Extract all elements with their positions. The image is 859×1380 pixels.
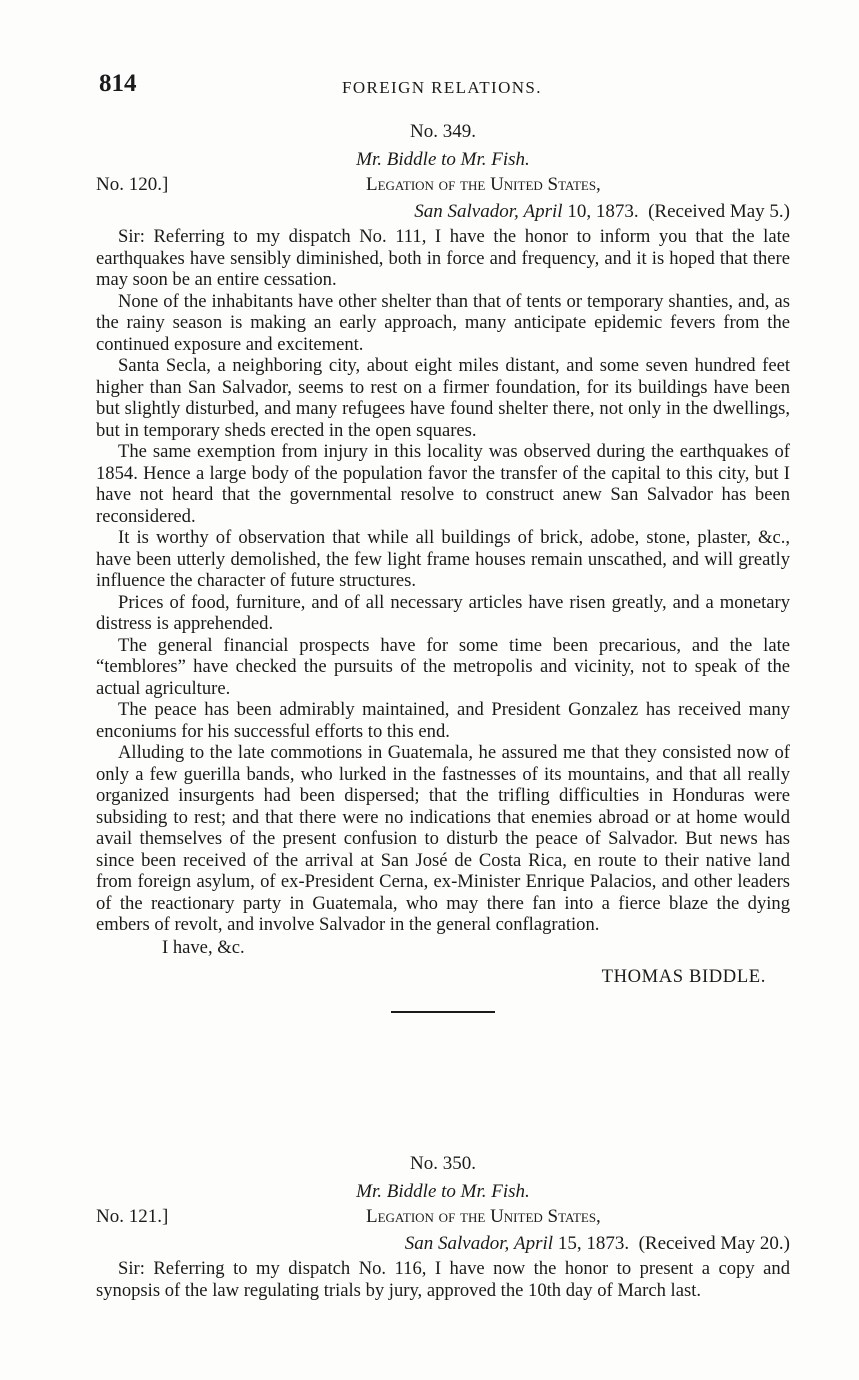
closing-line: I have, &c. bbox=[162, 936, 245, 958]
dispatch-number: No. 120.] bbox=[96, 174, 169, 195]
document-number: No. 350. bbox=[410, 1153, 476, 1174]
month: April bbox=[514, 1233, 554, 1254]
body-paragraph: The peace has been admirably maintained, and President Gonzalez has received many enconiums for his successful efforts to this end. bbox=[96, 699, 790, 742]
document-heading: Mr. Biddle to Mr. Fish. bbox=[356, 149, 530, 170]
body-paragraph: Santa Secla, a neighboring city, about eight miles distant, and some seven hundred feet higher than San Salvador, seems to rest on a firmer foundation, for its buildings have been but slightly disturbed, and many refugees have found shelter there, not only in the dwellings, but in temporary sheds erected in the open squares. bbox=[96, 355, 790, 441]
body-paragraph: None of the inhabitants have other shelter than that of tents or temporary shanties, and, as the rainy season is making an early approach, many anticipate epidemic fevers from the continued exposure and excitement. bbox=[96, 290, 790, 355]
received-date: (Received May 5.) bbox=[648, 201, 790, 222]
legation-line: Legation of the United States, bbox=[366, 174, 601, 195]
body-paragraph: Sir: Referring to my dispatch No. 111, I have the honor to inform you that the late earthquakes have sensibly diminished, both in force and frequency, and it is hoped that there may soon be an entire cessation. bbox=[96, 226, 790, 290]
dispatch-reference-line bbox=[96, 1206, 790, 1232]
place-date-line bbox=[96, 1232, 790, 1258]
running-head bbox=[99, 70, 819, 110]
signature: THOMAS BIDDLE. bbox=[601, 965, 766, 987]
place: San Salvador, bbox=[404, 1233, 510, 1254]
section-separator bbox=[391, 1011, 495, 1013]
date: 15, 1873. bbox=[557, 1233, 630, 1254]
dispatch-349 bbox=[96, 118, 790, 1021]
page-number: 814 bbox=[99, 70, 137, 97]
month: April bbox=[523, 201, 563, 222]
body-paragraph: The general financial prospects have for some time been precarious, and the late “temblores” have checked the pursuits of the metropolis and vicinity, not to speak of the actual agriculture. bbox=[96, 634, 790, 699]
body-paragraph: Prices of food, furniture, and of all necessary articles have risen greatly, and a monetary distress is apprehended. bbox=[96, 591, 790, 634]
dispatch-reference-line bbox=[96, 174, 790, 200]
received-date: (Received May 20.) bbox=[638, 1233, 790, 1254]
dispatch-number: No. 121.] bbox=[96, 1206, 169, 1227]
legation-line: Legation of the United States, bbox=[366, 1206, 601, 1227]
body-paragraph: Sir: Referring to my dispatch No. 116, I have now the honor to present a copy and synopsis of the law regulating trials by jury, approved the 10th day of March last. bbox=[96, 1258, 790, 1301]
running-title: FOREIGN RELATIONS. bbox=[342, 78, 542, 97]
dispatch-350 bbox=[96, 1150, 790, 1301]
body-paragraph: The same exemption from injury in this locality was observed during the earthquakes of 1854. Hence a large body of the population favor the transfer of the capital to this city, but I have not heard that the governmental resolve to construct anew San Salvador has been reconsidered. bbox=[96, 441, 790, 527]
document-number: No. 349. bbox=[410, 121, 476, 142]
place: San Salvador, bbox=[414, 201, 519, 222]
document-heading: Mr. Biddle to Mr. Fish. bbox=[356, 1181, 530, 1202]
date: 10, 1873. bbox=[567, 201, 639, 222]
body-paragraph: Alluding to the late commotions in Guatemala, he assured me that they consisted now of only a few guerilla bands, who lurked in the fastnesses of its mountains, and that all really organized insurgents had been dispersed; that the trifling difficulties in Honduras were subsiding to rest; and that there were no indications that enemies abroad or at home would avail themselves of the present confusion to disturb the peace of Salvador. But news has since been received of the arrival at San José de Costa Rica, en route to their native land from foreign asylum, of ex-President Cerna, ex-Minister Enrique Palacios, and other leaders of the reactionary party in Guatemala, who may there fan into a fierce blaze the dying embers of revolt, and involve Salvador in the general conflagration. bbox=[96, 742, 790, 935]
body-paragraph: It is worthy of observation that while all buildings of brick, adobe, stone, plaster, &c., have been utterly demolished, the few light frame houses remain unscathed, and will greatly influence the character of future structures. bbox=[96, 527, 790, 591]
place-date-line bbox=[96, 200, 790, 226]
